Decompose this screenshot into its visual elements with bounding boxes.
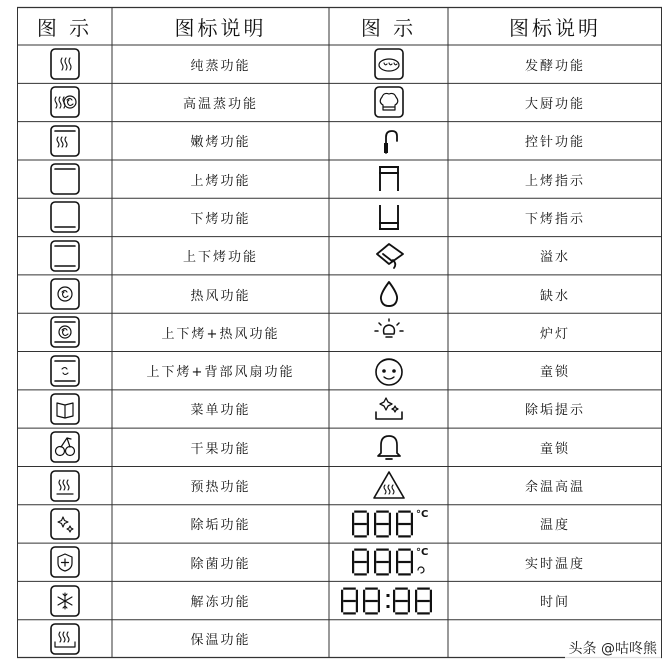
temperature-digits-icon: [334, 506, 444, 542]
descale-reminder-icon: [334, 391, 444, 427]
dried-fruit-icon: [10, 429, 120, 465]
legend-label: 下烤指示: [524, 211, 585, 227]
bell-icon: [334, 429, 444, 465]
legend-label: 余温高温: [524, 480, 585, 496]
legend-label: 大厨功能: [524, 96, 585, 112]
legend-label: 上烤指示: [524, 173, 585, 189]
legend-label: 发酵功能: [524, 58, 585, 74]
top-bottom-rear-fan-icon: [10, 353, 120, 389]
defrost-icon: [10, 583, 120, 619]
child-lock-face-icon: [334, 353, 444, 389]
legend-label: 热风功能: [190, 288, 251, 304]
chef-icon: [334, 84, 444, 120]
legend-label: 上烤功能: [190, 173, 251, 189]
legend-label: 温度: [539, 518, 570, 534]
bottom-grill-indicator-icon: [334, 199, 444, 235]
time-digits-icon: [334, 583, 444, 619]
header-0: 图 示: [36, 15, 93, 40]
legend-label: 菜单功能: [190, 403, 251, 419]
menu-book-icon: [10, 391, 120, 427]
top-bottom-grill-icon: [10, 238, 120, 274]
legend-label: 下烤功能: [190, 211, 251, 227]
top-grill-indicator-icon: [334, 161, 444, 197]
water-drop-icon: [334, 276, 444, 312]
legend-label: 除垢功能: [190, 518, 251, 534]
descale-icon: [10, 506, 120, 542]
hot-air-icon: [10, 276, 120, 312]
legend-label: 保温功能: [190, 633, 251, 649]
legend-label: 干果功能: [190, 441, 251, 457]
realtime-temperature-digits-icon: [334, 544, 444, 580]
lamp-icon: [334, 314, 444, 350]
watermark: 头条 @咕咚熊: [565, 637, 661, 659]
legend-label: 童锁: [539, 365, 570, 381]
top-grill-icon: [10, 161, 120, 197]
legend-label: 实时温度: [524, 556, 585, 572]
residual-heat-warning-icon: [334, 468, 444, 504]
legend-label: 除垢提示: [524, 403, 585, 419]
ferment-icon: [334, 46, 444, 82]
legend-label: 炉灯: [539, 326, 570, 342]
legend-label: 上下烤功能: [182, 250, 258, 266]
legend-label: 控针功能: [524, 135, 585, 151]
header-2: 图 示: [360, 15, 417, 40]
legend-label: 童锁: [539, 441, 570, 457]
bottom-grill-icon: [10, 199, 120, 235]
top-bottom-hot-air-icon: [10, 314, 120, 350]
header-3: 图标说明: [509, 15, 601, 40]
legend-label: 缺水: [539, 288, 570, 304]
legend-label: 预热功能: [190, 480, 251, 496]
legend-label: 上下烤+背部风扇功能: [146, 365, 295, 381]
legend-label: 上下烤+热风功能: [161, 326, 280, 342]
preheat-icon: [10, 468, 120, 504]
legend-label: 除菌功能: [190, 556, 251, 572]
overflow-icon: [334, 238, 444, 274]
pure-steam-icon: [10, 46, 120, 82]
tender-roast-icon: [10, 123, 120, 159]
legend-label: 高温蒸功能: [182, 96, 258, 112]
legend-label: 溢水: [539, 250, 570, 266]
icon-legend-table: [17, 7, 662, 658]
header-1: 图标说明: [174, 15, 267, 40]
keep-warm-icon: [10, 621, 120, 657]
probe-icon: [334, 123, 444, 159]
temp-unit-label: °C: [415, 547, 428, 559]
legend-label: 解冻功能: [190, 595, 251, 611]
legend-label: 时间: [539, 595, 570, 611]
legend-label: 纯蒸功能: [190, 58, 251, 74]
sterilize-icon: [10, 544, 120, 580]
legend-label: 嫩烤功能: [190, 135, 251, 151]
temp-unit-label: °C: [415, 508, 428, 520]
high-temp-steam-icon: [10, 84, 120, 120]
